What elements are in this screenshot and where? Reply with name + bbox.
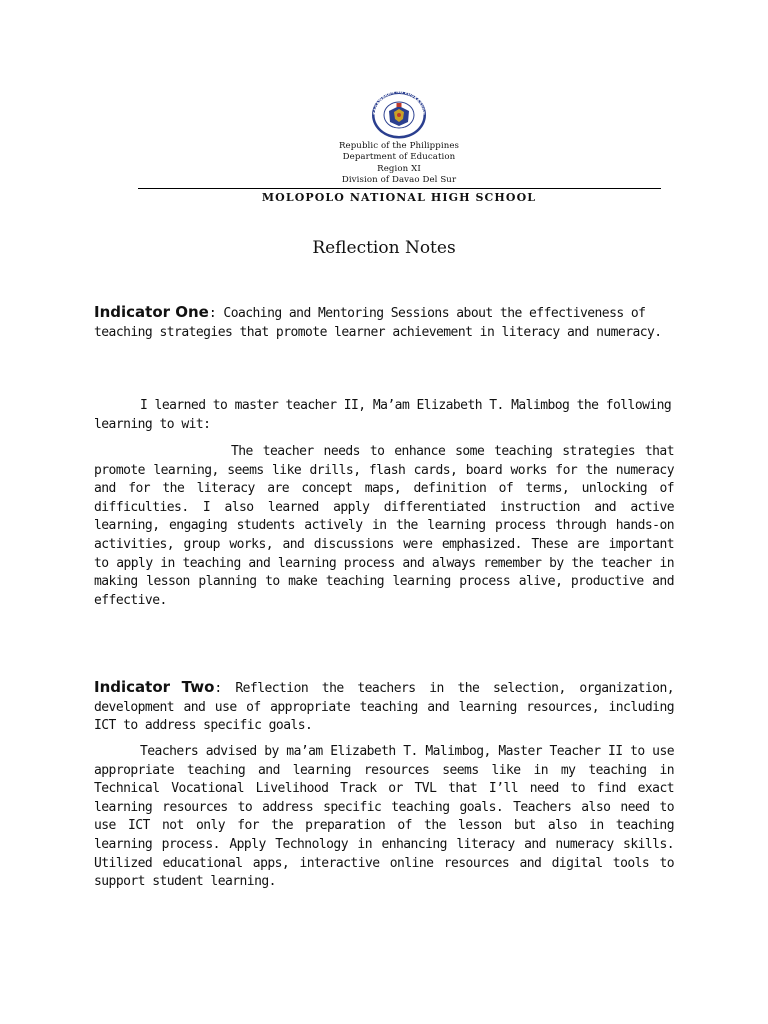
learned-paragraph: I learned to master teacher II, Ma’am Elizabeth T. Malimbog the following learning to wit:	[94, 398, 672, 432]
indicator-one-text: : Coaching and Mentoring Sessions about the effectiveness of teaching strategies that promote learner achievement in literacy and numeracy.	[94, 306, 662, 340]
header-region: Region XI	[377, 163, 421, 174]
letterhead	[0, 141, 768, 186]
document-title: Reflection Notes	[312, 238, 456, 258]
teachers-advised-paragraph: Teachers advised by ma’am Elizabeth T. Malimbog, Master Teacher II to use appropriate teaching and learning resources seems like in my teaching in Technical Vocational Livelihood Track or TVL that I’ll need to find exact learning resources to address specific teaching goals. Teachers also need to use ICT not only for the preparation of the lesson but also in teaching learning process. Apply Technology in enhancing literacy and numeracy skills. Utilized educational apps, interactive online resources and digital tools to support student learning.	[94, 744, 674, 890]
school-name: MOLOPOLO NATIONAL HIGH SCHOOL	[261, 191, 537, 204]
deped-seal-icon	[361, 89, 437, 139]
header-division: Division of Davao Del Sur	[341, 174, 457, 185]
header-department: Department of Education	[342, 152, 456, 163]
deped-seal-logo	[361, 89, 437, 139]
seal-bottom-text: REPUBLIKA NG PILIPINAS	[379, 121, 419, 133]
seal-top-text: KAGAWARAN NG EDUKASYON	[371, 89, 427, 115]
header-divider	[138, 188, 661, 189]
indicator-two-text: : Reflection the teachers in the selection, organization, development and use of appropriate teaching and learning resources, including ICT to address specific goals.	[94, 681, 674, 734]
teacher-needs-paragraph: The teacher needs to enhance some teaching strategies that promote learning, seems like drills, flash cards, board works for the numeracy and for the literacy are concept maps, definition of terms, unlocking of difficulties. I also learned apply differentiated instruction and active learning, engaging students actively in the learning process through hands-on activities, group works, and discussions were emphasized. These are important to apply in teaching and learning process and always remember by the teacher in making lesson planning to make teaching learning process alive, productive and effective.	[94, 444, 674, 608]
header-country: Republic of the Philippines	[338, 141, 460, 151]
indicator-two-label: Indicator Two	[94, 678, 215, 696]
indicator-one-label: Indicator One	[94, 303, 209, 321]
indicator-two-paragraph	[94, 678, 674, 736]
indicator-one-paragraph	[94, 303, 674, 342]
